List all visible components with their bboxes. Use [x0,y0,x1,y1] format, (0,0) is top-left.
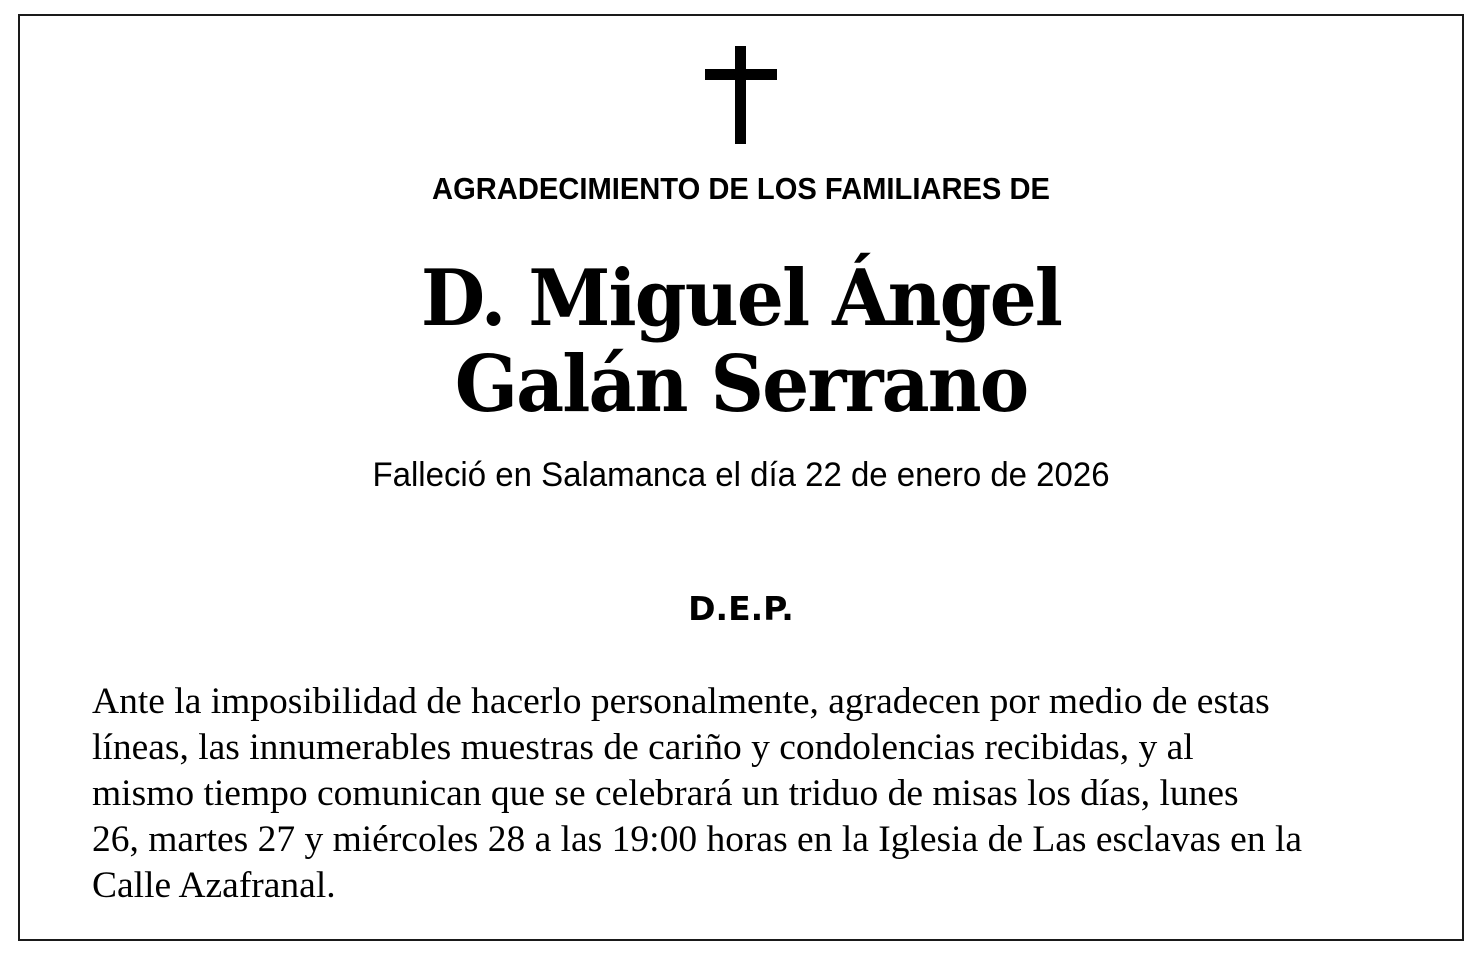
obituary-notice-frame [18,14,1464,941]
deceased-name [56,253,1426,430]
latin-cross-icon [705,46,777,144]
body-line-1: Ante la imposibilidad de hacerlo personalmente, agradecen por medio de estas [92,681,1270,722]
dep-label: D.E.P. [688,589,794,628]
acknowledgement-body [92,679,1412,909]
deceased-name-line-1: D. Miguel Ángel [420,253,1062,344]
death-info: Falleció en Salamanca el día 22 de enero de 2026 [372,456,1110,494]
cross-horizontal-bar [705,69,777,80]
body-line-4: 26, martes 27 y miércoles 28 a las 19:00 horas en la Iglesia de Las esclavas en la [92,819,1303,860]
body-line-3: mismo tiempo comunican que se celebrará un triduo de misas los días, lunes [92,773,1239,814]
deceased-name-line-2: Galán Serrano [454,339,1028,430]
body-line-2: líneas, las innumerables muestras de cariño y condolencias recibidas, y al [92,727,1194,768]
notice-heading: AGRADECIMIENTO DE LOS FAMILIARES DE [432,171,1050,206]
body-line-5: Calle Azafranal. [92,865,336,906]
cross-vertical-bar [735,46,746,144]
